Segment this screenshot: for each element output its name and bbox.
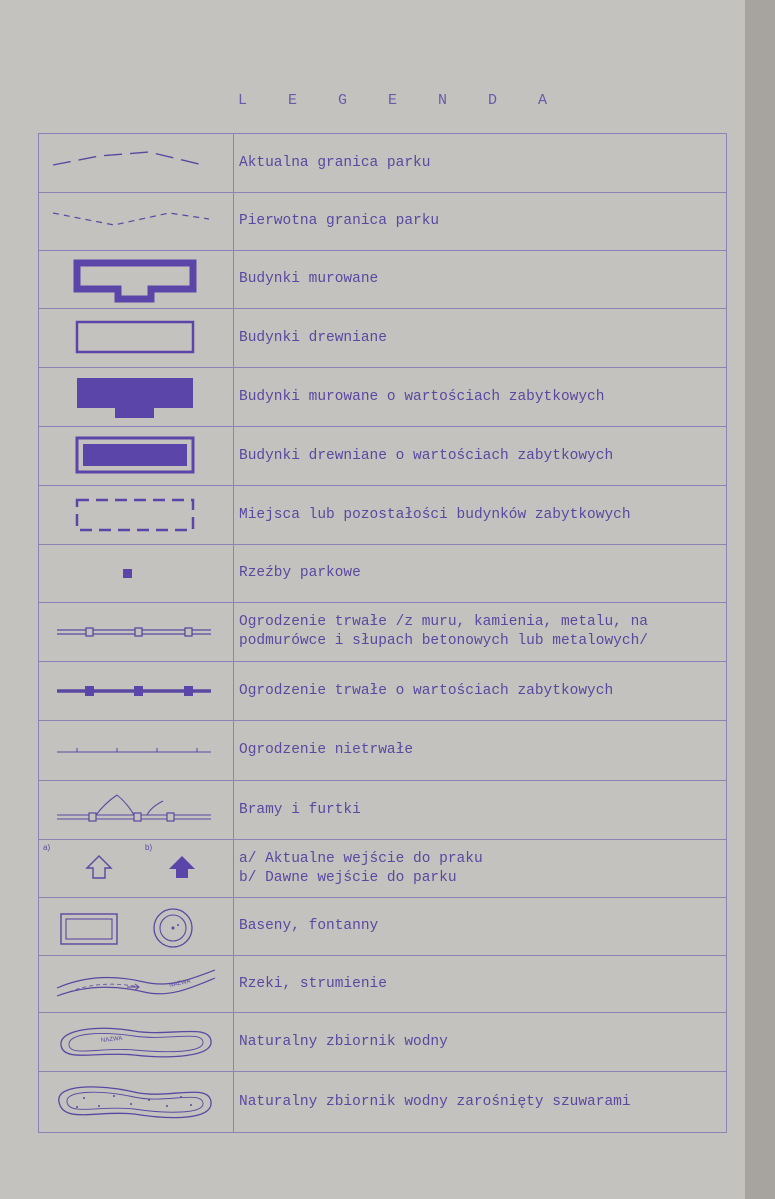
reedy-pond-icon: [39, 1072, 233, 1132]
legend-label-line: podmurówce i słupach betonowych lub metalowych/: [239, 633, 648, 649]
legend-row: [39, 662, 727, 721]
legend-row: [39, 1013, 727, 1072]
historic-permanent-fence-icon: [39, 662, 233, 720]
pond-map-label: NAZWA: [100, 1035, 123, 1045]
symbol-cell: [39, 1013, 234, 1072]
legend-label: Aktualna granica parku: [234, 134, 727, 193]
legend-row: [39, 603, 727, 662]
legend-row: [39, 309, 727, 368]
symbol-cell: [39, 309, 234, 368]
symbol-cell: [39, 603, 234, 662]
original-park-boundary-icon: [39, 193, 233, 250]
symbol-cell: [39, 781, 234, 840]
park-sculpture-icon: [39, 545, 233, 602]
legend-row: [39, 486, 727, 545]
symbol-cell: [39, 545, 234, 603]
legend-row: [39, 251, 727, 309]
legend-row: [39, 898, 727, 956]
legend-row: [39, 1072, 727, 1133]
legend-row: [39, 368, 727, 427]
legend-title: L E G E N D A: [238, 92, 564, 109]
permanent-fence-icon: [39, 603, 233, 661]
symbol-cell: [39, 251, 234, 309]
legend-label: Naturalny zbiornik wodny zarośnięty szuwarami: [234, 1072, 727, 1133]
current-park-boundary-icon: [39, 134, 233, 192]
legend-label: Budynki murowane: [234, 251, 727, 309]
temporary-fence-icon: [39, 721, 233, 780]
historic-wooden-building-icon: [39, 427, 233, 485]
symbol-cell: [39, 662, 234, 721]
symbol-cell: [39, 721, 234, 781]
legend-label: Budynki drewniane o wartościach zabytkowych: [234, 427, 727, 486]
park-entrance-icon: [39, 840, 233, 897]
legend-row: [39, 840, 727, 898]
historic-building-remains-icon: [39, 486, 233, 544]
legend-label: Budynki murowane o wartościach zabytkowych: [234, 368, 727, 427]
legend-label: Ogrodzenie nietrwałe: [234, 721, 727, 781]
legend-label: Budynki drewniane: [234, 309, 727, 368]
legend-table: [38, 133, 727, 1133]
legend-label: Naturalny zbiornik wodny: [234, 1013, 727, 1072]
symbol-cell: [39, 193, 234, 251]
legend-label: Rzeźby parkowe: [234, 545, 727, 603]
symbol-cell: [39, 368, 234, 427]
legend-label-line: b/ Dawne wejście do parku: [239, 869, 457, 886]
masonry-building-icon: [39, 251, 233, 308]
entrance-label-a: a): [43, 843, 51, 852]
legend-label: Rzeki, strumienie: [234, 956, 727, 1013]
historic-masonry-building-icon: [39, 368, 233, 426]
legend-label: Miejsca lub pozostałości budynków zabytkowych: [234, 486, 727, 545]
river-stream-icon: [39, 956, 233, 1012]
legend-label: Ogrodzenie trwałe o wartościach zabytkowych: [234, 662, 727, 721]
legend-row: [39, 781, 727, 840]
river-map-label: NAZWA: [168, 978, 192, 989]
entrance-label-b: b): [145, 843, 153, 852]
legend-label-line: Ogrodzenie trwałe /z muru, kamienia, metalu, na: [239, 614, 648, 630]
legend-label: Pierwotna granica parku: [234, 193, 727, 251]
legend-label-line: a/ Aktualne wejście do praku: [239, 850, 483, 867]
legend-row: [39, 134, 727, 193]
legend-row: [39, 427, 727, 486]
legend-label: [234, 603, 727, 662]
legend-label: Bramy i furtki: [234, 781, 727, 840]
natural-pond-icon: [39, 1013, 233, 1071]
pool-fountain-icon: [39, 898, 233, 955]
symbol-cell: [39, 840, 234, 898]
legend-row: [39, 545, 727, 603]
symbol-cell: [39, 427, 234, 486]
gates-icon: [39, 781, 233, 839]
legend-row: [39, 956, 727, 1013]
page-edge: [745, 0, 775, 1199]
wooden-building-icon: [39, 309, 233, 367]
symbol-cell: [39, 486, 234, 545]
legend-row: [39, 193, 727, 251]
symbol-cell: [39, 1072, 234, 1133]
symbol-cell: [39, 134, 234, 193]
symbol-cell: [39, 898, 234, 956]
legend-label: [234, 840, 727, 898]
legend-row: [39, 721, 727, 781]
symbol-cell: [39, 956, 234, 1013]
legend-label: Baseny, fontanny: [234, 898, 727, 956]
